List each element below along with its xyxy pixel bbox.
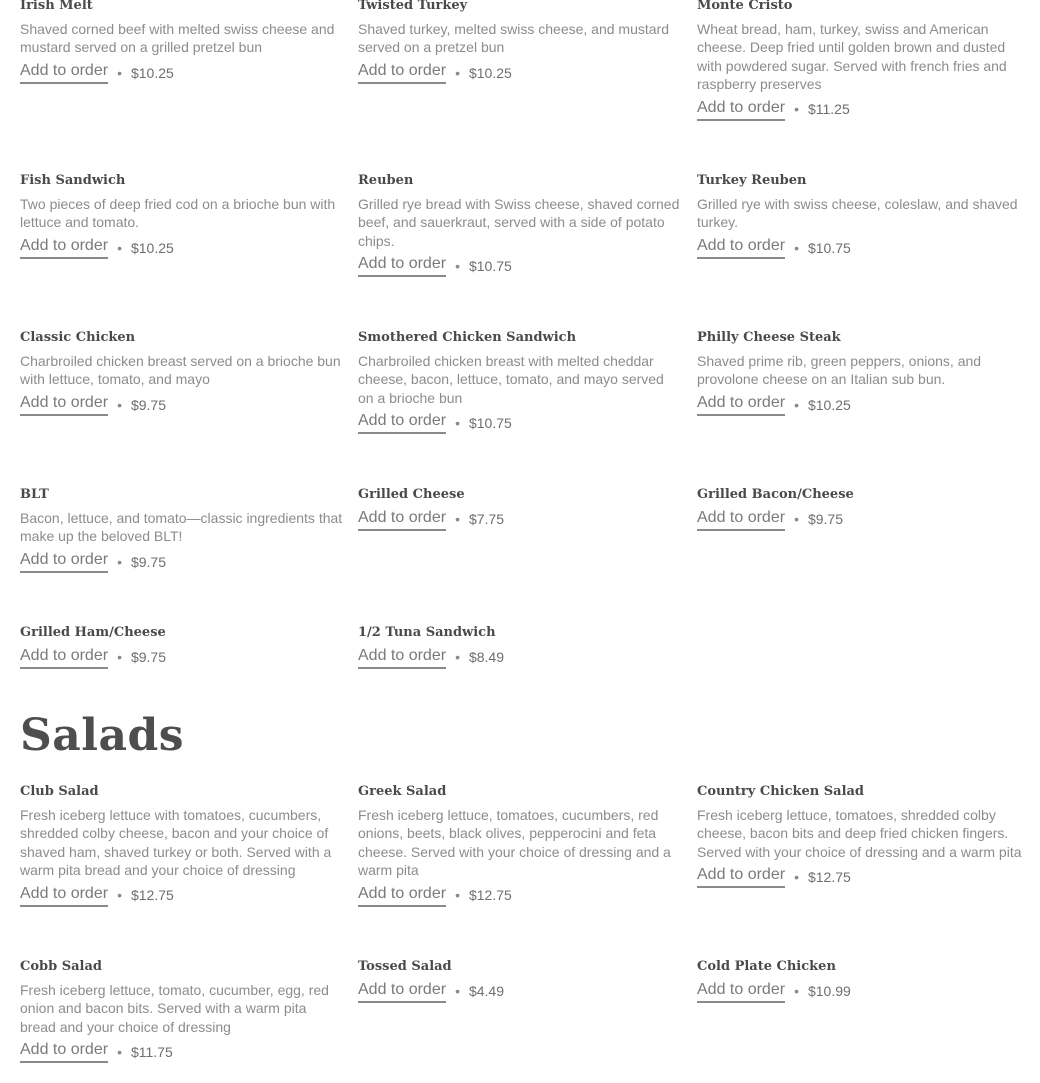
add-to-order-button[interactable]: Add to order: [20, 884, 108, 907]
separator-dot: •: [794, 511, 799, 527]
item-name: Club Salad: [20, 784, 99, 799]
order-row: [358, 60, 683, 86]
item-description: Shaved prime rib, green peppers, onions, and provolone cheese on an Italian sub bun.: [697, 353, 982, 388]
item-price: $11.25: [807, 101, 850, 118]
separator-dot: •: [455, 511, 460, 527]
order-row: [358, 410, 683, 436]
item-price: $10.75: [468, 257, 512, 274]
add-to-order-button[interactable]: Add to order: [358, 61, 446, 84]
menu-item: [358, 330, 683, 436]
menu-item: [358, 0, 683, 86]
menu-item: [20, 330, 345, 418]
separator-dot: •: [794, 868, 799, 885]
separator-dot: •: [794, 396, 799, 413]
add-to-order-button[interactable]: Add to order: [358, 646, 446, 669]
order-row: [697, 506, 1022, 532]
item-name: Grilled Cheese: [358, 487, 465, 502]
item-price: $10.25: [130, 64, 174, 81]
separator-dot: •: [794, 983, 799, 999]
order-row: [358, 978, 683, 1004]
item-price: $10.25: [468, 64, 512, 81]
add-to-order-button[interactable]: Add to order: [358, 980, 446, 1003]
item-description: Wheat bread, ham, turkey, swiss and American cheese. Deep fried until golden brown and dusted with powdered sugar. Served with french fries and raspberry preserves: [697, 21, 1007, 92]
separator-dot: •: [117, 887, 122, 904]
menu-item: [20, 784, 345, 908]
add-to-order-button[interactable]: Add to order: [358, 254, 446, 277]
menu-item: [697, 0, 1022, 122]
item-price: $4.49: [468, 983, 505, 999]
order-row: [20, 1039, 345, 1065]
menu-item: [20, 0, 345, 86]
add-to-order-button[interactable]: Add to order: [697, 236, 785, 259]
order-row: [20, 549, 345, 575]
item-name: Turkey Reuben: [697, 173, 807, 188]
menu-item: [358, 625, 683, 670]
item-price: $9.75: [130, 553, 167, 570]
order-row: [358, 644, 683, 670]
order-row: [20, 235, 345, 261]
separator-dot: •: [455, 887, 460, 904]
order-row: [697, 392, 1022, 418]
add-to-order-button[interactable]: Add to order: [358, 508, 446, 531]
item-name: Greek Salad: [358, 784, 447, 799]
item-description: Charbroiled chicken breast with melted cheddar cheese, bacon, lettuce, tomato, and mayo served on a brioche bun: [358, 353, 664, 406]
item-name: BLT: [20, 487, 49, 502]
menu-item: [697, 784, 1022, 890]
item-description: Grilled rye with swiss cheese, coleslaw, and shaved turkey.: [697, 196, 1018, 231]
item-name: Cobb Salad: [20, 959, 102, 974]
item-description: Grilled rye bread with Swiss cheese, shaved corned beef, and sauerkraut, served with a side of potato chips.: [358, 196, 680, 249]
item-price: $12.75: [130, 887, 174, 904]
item-name: Grilled Ham/Cheese: [20, 625, 166, 640]
item-price: $9.75: [130, 396, 167, 413]
separator-dot: •: [117, 64, 122, 81]
item-description: Two pieces of deep fried cod on a brioche bun with lettuce and tomato.: [20, 196, 336, 231]
item-description: Fresh iceberg lettuce, tomatoes, cucumbers, red onions, beets, black olives, pepperocini and feta cheese. Served with your choice of dressing and a warm pita: [358, 807, 671, 878]
add-to-order-button[interactable]: Add to order: [20, 646, 108, 669]
item-name: 1/2 Tuna Sandwich: [358, 625, 496, 640]
menu-item: [20, 173, 345, 261]
separator-dot: •: [455, 64, 460, 81]
menu-item: [697, 173, 1022, 261]
order-row: [20, 882, 345, 908]
order-row: [697, 235, 1022, 261]
add-to-order-button[interactable]: Add to order: [697, 508, 785, 531]
add-to-order-button[interactable]: Add to order: [20, 393, 108, 416]
separator-dot: •: [117, 553, 122, 570]
menu-item: [20, 487, 345, 575]
menu-item: [358, 959, 683, 1004]
item-description: Bacon, lettuce, and tomato—classic ingredients that make up the beloved BLT!: [20, 510, 343, 545]
separator-dot: •: [794, 239, 799, 256]
menu-item: [697, 330, 1022, 418]
add-to-order-button[interactable]: Add to order: [20, 1040, 108, 1063]
order-row: [358, 253, 683, 279]
separator-dot: •: [117, 1043, 122, 1060]
item-description: Fresh iceberg lettuce, tomato, cucumber, egg, red onion and bacon bits. Served with a warm pita bread and your choice of dressing: [20, 982, 329, 1035]
item-description: Shaved turkey, melted swiss cheese, and mustard served on a pretzel bun: [358, 21, 670, 56]
menu-item: [358, 784, 683, 908]
add-to-order-button[interactable]: Add to order: [697, 98, 785, 121]
menu-item: [697, 487, 1022, 532]
item-name: Reuben: [358, 173, 414, 188]
separator-dot: •: [117, 649, 122, 665]
item-name: Country Chicken Salad: [697, 784, 865, 799]
item-name: Twisted Turkey: [358, 0, 468, 13]
item-price: $10.25: [807, 396, 851, 413]
item-name: Philly Cheese Steak: [697, 330, 841, 345]
item-name: Cold Plate Chicken: [697, 959, 836, 974]
item-description: Fresh iceberg lettuce, tomatoes, shredded colby cheese, bacon bits and deep fried chicken fingers. Served with your choice of dressing and a warm pita: [697, 807, 1022, 860]
order-row: [20, 392, 345, 418]
menu-item: [697, 959, 1022, 1004]
add-to-order-button[interactable]: Add to order: [697, 393, 785, 416]
add-to-order-button[interactable]: Add to order: [697, 865, 785, 888]
item-name: Monte Cristo: [697, 0, 793, 13]
item-description: Shaved corned beef with melted swiss cheese and mustard served on a grilled pretzel bun: [20, 21, 335, 56]
item-price: $10.99: [807, 983, 851, 999]
add-to-order-button[interactable]: Add to order: [20, 550, 108, 573]
item-description: Fresh iceberg lettuce with tomatoes, cucumbers, shredded colby cheese, bacon and your choice of shaved ham, shaved turkey or both. Served with a warm pita bread and your choice of dressing: [20, 807, 332, 878]
menu-item: [358, 487, 683, 532]
add-to-order-button[interactable]: Add to order: [697, 980, 785, 1003]
separator-dot: •: [794, 101, 799, 118]
separator-dot: •: [117, 239, 122, 256]
section-title-salads: Salads: [20, 710, 185, 761]
item-price: $10.75: [468, 414, 512, 431]
order-row: [358, 882, 683, 908]
item-name: Grilled Bacon/Cheese: [697, 487, 854, 502]
menu-item: [20, 625, 345, 670]
item-price: $9.75: [130, 649, 167, 665]
separator-dot: •: [455, 649, 460, 665]
order-row: [20, 644, 345, 670]
item-price: $8.49: [468, 649, 505, 665]
item-name: Tossed Salad: [358, 959, 452, 974]
separator-dot: •: [455, 983, 460, 999]
add-to-order-button[interactable]: Add to order: [20, 236, 108, 259]
separator-dot: •: [455, 257, 460, 274]
separator-dot: •: [455, 414, 460, 431]
item-price: $9.75: [807, 511, 844, 527]
order-row: [20, 60, 345, 86]
item-price: $7.75: [468, 511, 505, 527]
menu-item: [358, 173, 683, 279]
add-to-order-button[interactable]: Add to order: [358, 884, 446, 907]
order-row: [697, 864, 1022, 890]
add-to-order-button[interactable]: Add to order: [20, 61, 108, 84]
menu-item: [20, 959, 345, 1065]
item-price: $12.75: [468, 887, 512, 904]
item-name: Classic Chicken: [20, 330, 136, 345]
separator-dot: •: [117, 396, 122, 413]
item-name: Smothered Chicken Sandwich: [358, 330, 577, 345]
item-price: $11.75: [130, 1043, 173, 1060]
item-name: Irish Melt: [20, 0, 93, 13]
item-price: $10.75: [807, 239, 851, 256]
item-name: Fish Sandwich: [20, 173, 126, 188]
item-description: Charbroiled chicken breast served on a brioche bun with lettuce, tomato, and mayo: [20, 353, 341, 388]
order-row: [358, 506, 683, 532]
add-to-order-button[interactable]: Add to order: [358, 411, 446, 434]
item-price: $12.75: [807, 868, 851, 885]
order-row: [697, 96, 1022, 122]
order-row: [697, 978, 1022, 1004]
item-price: $10.25: [130, 239, 174, 256]
